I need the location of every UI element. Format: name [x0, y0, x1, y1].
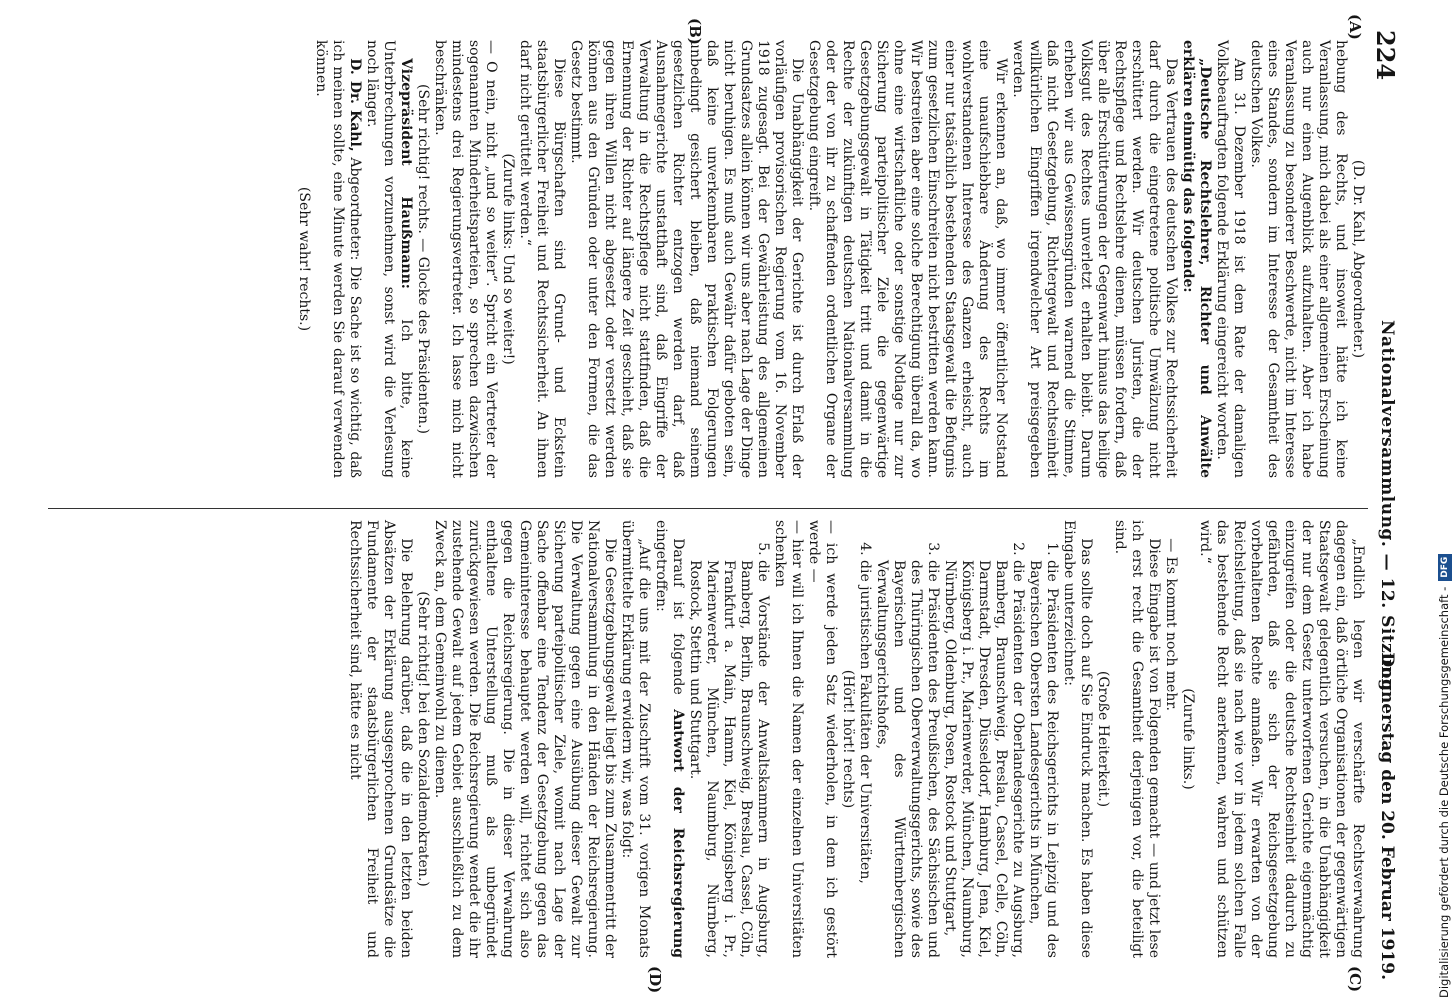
list-item: 4. die juristischen Fakultäten der Universitäten, — [856, 560, 873, 958]
left-column — [36, 40, 1366, 478]
speaker-line: (D. Dr. Kahl, Abgeordneter.) — [1350, 159, 1366, 359]
signatory-list-continued — [686, 520, 771, 958]
page-header — [1372, 30, 1400, 980]
footer-text-wrapper — [1432, 8, 1456, 998]
interjection: (Große Heiterkeit.) — [1095, 670, 1111, 808]
speaker-name: Vizepräsident Haußmann: — [398, 58, 414, 289]
margin-mark-c: (C) — [1346, 966, 1364, 993]
margin-mark-d: (D) — [646, 966, 664, 994]
speech-text: Ich bitte, keine Unterbrechungen vorzunehmen, sonst wird die Verlesung noch länger. — [364, 40, 414, 478]
page-number: 224 — [1371, 30, 1400, 81]
funding-footer — [1408, 8, 1451, 998]
signatory-list — [856, 520, 1060, 958]
paragraph: — Es kommt noch mehr. — [1163, 538, 1179, 711]
speech-paragraph — [312, 40, 363, 478]
paragraph — [652, 520, 686, 958]
paragraph: Die Gesetzgebungsgewalt liegt bis zum Zusammentritt der Nationalversammlung in den Händen der Reichsregierung. Die Verwaltung gegen eine Ausübung dieser Gewalt zur Sicherung parteipolitischer Ziele, womit nach Lage der Sache offenbar eine Tendenz der Gesetzgebung gegen das Gemeininteresse behauptet werden will, richtet sich also gegen die Reichsregierung. Die in dieser Verwahrung enthaltene Unterstellung muß als unbegründet zurückgewiesen werden. Die Reichsregierung wendet die ihr zustehende Gewalt auf jedem Gebiet ausschließlich zu dem Zweck an, dem Gemeinwohl zu dienen. — [432, 520, 618, 958]
paragraph: hebung des Rechts, und insoweit hätte ich keine Veranlassung, mich dabei als einer allgemeinen Erscheinung auch nur einen Augenblick aufzuhalten. Aber ich habe Veranlassung zu besonderer Beschwerde, nicht im Interesse eines Standes, sondern im Interesse der Gesamtheit des deutschen Volkes. — [1248, 40, 1349, 478]
speech-text: Abgeordneter: Die Sache ist so wichtig, daß ich meinen sollte, eine Minute werden Sie darauf verwenden können. — [313, 40, 363, 478]
margin-mark-b: (B) — [686, 18, 704, 45]
paragraph: — ich werde jeden Satz wiederholen, in dem ich gestört werde — — [806, 520, 839, 958]
quote-heading: „Deutsche Rechtslehrer, Richter und Anwälte erklären einmütig das folgende: — [1180, 40, 1213, 478]
paragraph: — hier will ich Ihnen die Namen der einzelnen Universitäten schenken — [772, 520, 805, 958]
column-divider — [48, 508, 1368, 509]
interjection: (Sehr richtig! bei den Sozialdemokraten.) — [415, 591, 431, 887]
paragraph: — O nein, nicht „und so weiter“. Spricht ein Vertreter der sogenannten Minderheitsparteien, so sprechen dazwischen mindestens drei Regierungsvertreter. Ich lasse mich nicht beschränken. — [432, 40, 499, 478]
interjection: (Zurufe links.) — [1180, 688, 1196, 790]
paragraph: Am 31. Dezember 1918 ist dem Rate der damaligen Volksbeauftragten folgende Erklärung eingereicht worden. — [1214, 40, 1247, 478]
interjection: (Hört! hört! rechts) — [840, 669, 856, 809]
paragraph: Wir erkennen an, daß, wo immer öffentlicher Notstand eine unaufschiebbare Änderung des Rechts im wohlverstandenen Interesse des Ganzen erheischt, auch einer nur tatsächlich bestehenden Staatsgewalt die Befugnis zum gesetzlichen Einschreiten nicht bestritten werden kann. Wir bestreiten aber eine solche Berechtigung überall da, wo ohne eine wirtschaftliche oder sonstige Notlage nur zur Sicherung parteipolitischer Ziele die gegenwärtige Gesetzgebungsgewalt in Tätigkeit tritt und damit in die Rechte der zukünftigen deutschen Nationalversammlung oder der von ihr zu schaffenden ordentlichen Organe der Gesetzgebung eingreift. — [806, 40, 1009, 478]
text: Darauf ist folgende — [670, 538, 686, 695]
right-column — [36, 520, 1366, 958]
text: eingetroffen: — [653, 520, 669, 612]
interjection: (Zurufe links: Und so weiter!) — [500, 153, 516, 365]
speech-paragraph — [363, 40, 414, 478]
list-item: 1. die Präsidenten des Reichsgerichts in Leipzig und des Bayerischen Obersten Landesgerichts in München, — [1026, 560, 1060, 958]
list-item: 2. die Präsidenten der Oberlandesgerichte zu Augsburg, Bamberg, Braunschweig, Breslau, Cassel, Celle, Cöln, Darmstadt, Dresden, Düsseldorf, Hamburg, Jena, Kiel, Königsberg i. Pr., Marienwerder, München, Naumburg, Nürnberg, Oldenburg, Posen, Rostock und Stuttgart, — [941, 560, 1026, 958]
scanned-page — [14, 8, 1404, 994]
list-item: 3. die Präsidenten des Preußischen, des Sächsischen und des Thüringischen Oberverwaltungsgerichts, sowie des Bayerischen und des Württembergischen Verwaltungsgerichtshofes, — [873, 560, 941, 958]
dfg-logo: DFG — [1438, 554, 1452, 581]
running-title: Nationalversammlung. — 12. Sitzung. — [1377, 320, 1397, 698]
paragraph: Diese Eingabe ist von Folgenden gemacht — und jetzt lese ich erst recht die Gesamtheit derjenigen vor, die beteiligt sind. — [1112, 520, 1162, 958]
bold-text: Antwort der Reichsregierung — [670, 709, 686, 958]
paragraph: Das sollte doch auf Sie Eindruck machen. Es haben diese Eingabe unterzeichnet: — [1061, 520, 1094, 958]
footer-text: Digitalisierung gefördert durch die Deutsche Forschungsgemeinschaft - — [1437, 586, 1451, 998]
running-date: Donnerstag den 20. Februar 1919. — [1377, 652, 1397, 980]
paragraph: Das Vertrauen des deutschen Volkes zur Rechtssicherheit darf durch die eingetretene politische Umwälzung nicht erschüttert werden. Wir deutschen Juristen, die der Rechtspflege und Rechtslehre dienen, müssen fordern, daß über alle Erschütterungen der Gegenwart hinaus das heilige Volksgut des Rechtes unverletzt erhalten bleibt. Darum erheben wir aus Gewissensgründen warnend die Stimme, daß nicht Gesetzgebung, Richtergewalt und Rechtseinheit willkürlichen Eingriffen irgendwelcher Art preisgegeben werden. — [1010, 40, 1179, 478]
speaker-name: D. Dr. Kahl, — [347, 58, 363, 152]
paragraph: Diese Bürgschaften sind Grund- und Eckstein staatsbürgerlicher Freiheit und Rechtssicherheit. An ihnen darf nicht gerüttelt werden.“ — [517, 40, 567, 478]
list-item: 5. die Vorstände der Anwaltskammern in Augsburg, Bamberg, Berlin, Braunschweig, Breslau, Cassel, Cöln, Frankfurt a. Main, Hamm, Kiel, Königsberg i. Pr., Marienwerder, München, Naumburg, Nürnberg, Rostock, Stettin und Stuttgart. — [686, 560, 771, 958]
paragraph: Die Unabhängigkeit der Gerichte ist durch Erlaß der vorläufigen provisorischen Regierung vom 16. November 1918 zugesagt. Bei der Gewährleistung des allgemeinen Grundsatzes allein können wir uns aber nach Lage der Dinge nicht beruhigen. Es muß auch Gewähr dafür geboten sein, daß keine unverkennbaren praktischen Folgerungen unbedingt gesichert bleiben, daß niemand seinem gesetzlichen Richter entzogen werden darf, daß Ausnahmegerichte unstatthaft sind, daß Eingriffe der Verwaltung in die Rechtspflege nicht stattfinden, daß die Ernennung der Richter auf längere Zeit geschieht, daß sie gegen ihren Willen nicht abgesetzt oder versetzt werden können aus den Gründen oder unter den Formen, die das Gesetz bestimmt. — [568, 40, 805, 478]
paragraph: „Endlich legen wir verschärfte Rechtsverwahrung dagegen ein, daß örtliche Organisationen der gegenwärtigen Staatsgewalt gelegentlich versuchen, in die Unabhängigkeit der nur dem Gesetz unterworfenen Gerichte eigenmächtig einzugreifen oder die deutsche Rechtseinheit dadurch zu gefährden, daß sie sich der Reichsgesetzgebung vorbehaltenen Rechte anmaßen. Wir erwarten von der Reichsleitung, daß sie nach wie vor in jedem solchen Falle das bestehende Recht anerkennen, wahren und schützen wird.“ — [1197, 520, 1366, 958]
interjection: (Sehr wahr! rechts.) — [296, 186, 312, 332]
margin-mark-a: (A) — [1346, 14, 1364, 40]
paragraph: Die Belehrung darüber, daß die in den letzten beiden Absätzen der Erklärung ausgesprochenen Grundsätze die Fundamente der staatsbürgerlichen Freiheit und Rechtssicherheit sind, hätte es nicht — [347, 520, 414, 958]
paragraph: „Auf die uns mit der Zuschrift vom 31. vorigen Monats übermittelte Erklärung erwidern wir, was folgt: — [619, 520, 652, 958]
interjection: (Sehr richtig! rechts. — Glocke des Präsidenten.) — [415, 84, 431, 434]
